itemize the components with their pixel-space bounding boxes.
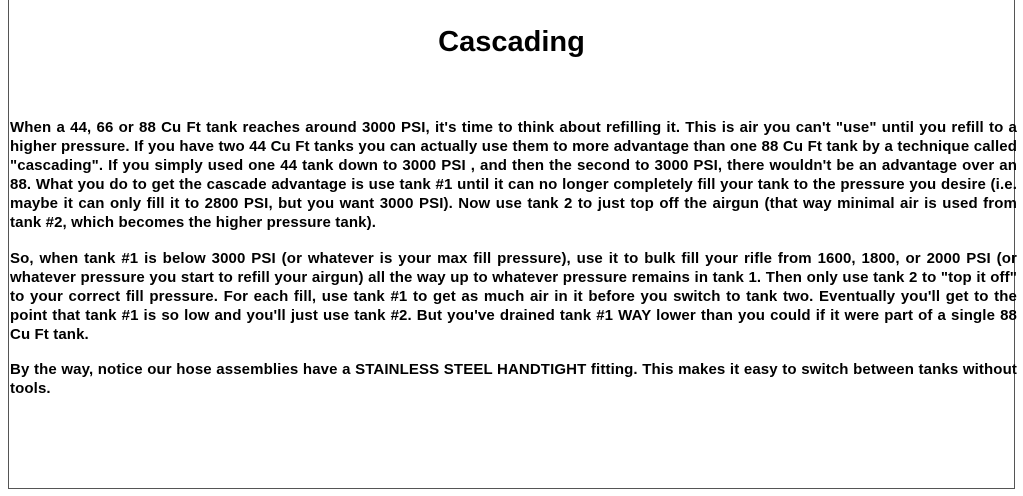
- paragraph-fitting-note: By the way, notice our hose assemblies have a STAINLESS STEEL HANDTIGHT fitting. This makes it easy to switch between tanks without tools.: [10, 361, 1017, 398]
- paragraph-intro: When a 44, 66 or 88 Cu Ft tank reaches around 3000 PSI, it's time to think about refilling it. This is air you can't "use" until you refill to a higher pressure. If you have two 44 Cu Ft tanks you can actually use them to more advantage than one 88 Cu Ft tank by a technique called "cascading". If you simply used one 44 tank down to 3000 PSI , and then the second to 3000 PSI, there wouldn't be an advantage over an 88. What you do to get the cascade advantage is use tank #1 until it can no longer completely fill your tank to the pressure you desire (i.e. maybe it can only fill it to 2800 PSI, but you want 3000 PSI). Now use tank 2 to just top off the airgun (that way minimal air is used from tank #2, which becomes the higher pressure tank).: [10, 119, 1017, 232]
- page-title: Cascading: [438, 26, 585, 58]
- page-frame: [8, 0, 1015, 489]
- paragraph-procedure: So, when tank #1 is below 3000 PSI (or whatever is your max fill pressure), use it to bulk fill your rifle from 1600, 1800, or 2000 PSI (or whatever pressure you start to refill your airgun) all the way up to whatever pressure remains in tank 1. Then only use tank 2 to "top it off" to your correct fill pressure. For each fill, use tank #1 to get as much air in it before you switch to tank two. Eventually you'll get to the point that tank #1 is so low and you'll just use tank #2. But you've drained tank #1 WAY lower than you could if it were part of a single 88 Cu Ft tank.: [10, 249, 1017, 343]
- article-body: [10, 118, 1017, 414]
